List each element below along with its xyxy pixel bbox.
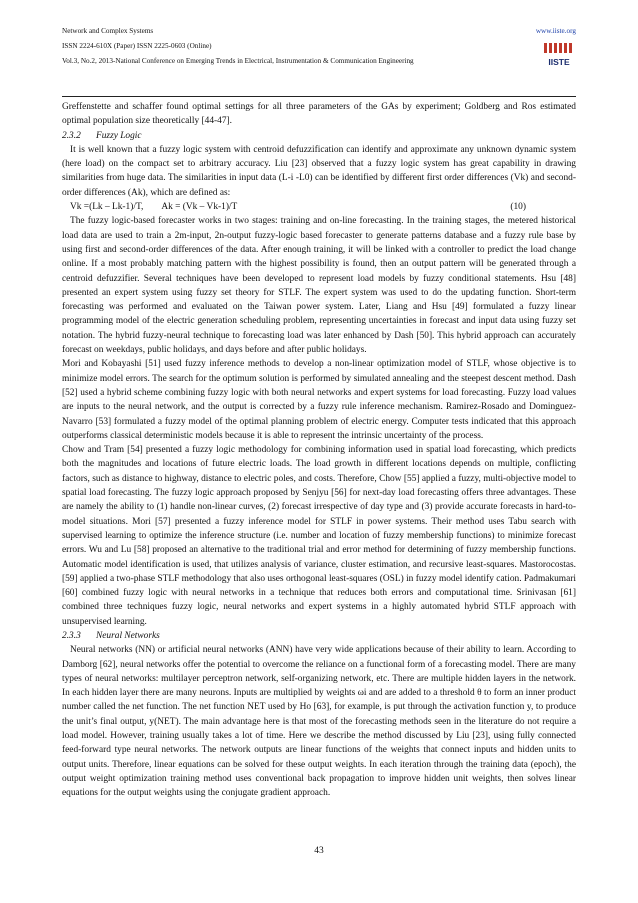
logo-text: IISTE bbox=[548, 57, 570, 67]
paragraph-fuzzy-3: Mori and Kobayashi [51] used fuzzy inference methods to develop a non-linear optimization model of STLF, whose objective is to minimize model errors. The search for the optimum solution is performed by simulated annealing and the steepest descent method. Dash [52] used a hybrid scheme combining fuzzy logic with both neural networks and expert systems for load forecasting. Fuzzy load values are inputs to the neural network, and the output is corrected by a fuzzy rule inference mechanism. Ramirez-Rosado and Dominguez-Navarro [53] formulated a fuzzy model of the optimal planning problem of electric energy. Computer tests indicated that this approach outperforms classical deterministic models because it is able to represent the intrinsic uncertainty of the process. bbox=[62, 359, 576, 441]
equation-number: (10) bbox=[510, 202, 526, 213]
iiste-logo bbox=[542, 40, 576, 70]
equation-10 bbox=[62, 200, 576, 214]
section-number: 2.3.3 bbox=[62, 630, 81, 641]
article-body bbox=[62, 100, 576, 801]
section-heading-neural-networks bbox=[62, 629, 576, 643]
paragraph-nn-1: Neural networks (NN) or artificial neural networks (ANN) have very wide applications because of their ability to learn. According to Damborg [62], neural networks offer the potential to overcome the reliance on a functional form of a forecasting model. There are many types of neural networks: multilayer perceptron network, self-organizing network, etc. There are multiple hidden layers in the network. In each hidden layer there are many neurons. Inputs are multiplied by weights ωi and are added to a threshold θ to form an inner product number called the net function. The net function NET used by Ho [63], for example, is put through the activation function y, to produce the unit’s final output, y(NET). The main advantage here is that most of the forecasting methods seen in the literature do not require a load model. However, training usually takes a lot of time. Here we describe the method discussed by Liu [23], using fully connected feed-forward type neural networks. The network outputs are linear functions of the weights that connect inputs and hidden units to output units. Therefore, linear equations can be solved for these output weights. In each iteration through the training data (epoch), the output weight optimization training method uses conventional back propagation to improve hidden unit weights, then solves linear equations for the output weights using the conjugate gradient approach. bbox=[62, 645, 576, 799]
paragraph-fuzzy-2: The fuzzy logic-based forecaster works in two stages: training and on-line forecasting. In the training stages, the metered historical load data are used to train a 2m-input, 2n-output fuzzy-logic based forecaster to generate patterns database and a fuzzy rule base by using first and second-order differences of the data. After enough training, it will be linked with a controller to predict the load change online. If a most probably matching pattern with the highest possibility is found, then an output pattern will be generated through a centroid defuzzifier. Several techniques have been developed to represent load models by fuzzy conditional statements. Hsu [48] presented an expert system using fuzzy set theory for STLF. The expert system was used to do the updating function. Short-term forecasting was performed and evaluated on the Taiwan power system. Later, Liang and Hsu [49] formulated a fuzzy linear programming model of the electric generation scheduling problem, representing uncertainties in forecast and input data using fuzzy set notation. The hybrid fuzzy-neural technique to forecasting load was later enhanced by Dash [50]. This hybrid approach can accurately forecast on weekdays, public holidays, and days before and after public holidays. bbox=[62, 216, 576, 356]
section-title: Neural Networks bbox=[96, 630, 160, 641]
page-number: 43 bbox=[314, 846, 324, 856]
issn-line: ISSN 2224-610X (Paper) ISSN 2225-0603 (Online) bbox=[62, 42, 212, 50]
section-number: 2.3.2 bbox=[62, 130, 81, 141]
volume-line: Vol.3, No.2, 2013-National Conference on Emerging Trends in Electrical, Instrumentation & Communication Engineering bbox=[62, 57, 414, 65]
paragraph-intro: Greffenstette and schaffer found optimal settings for all three parameters of the GAs by experiment; Goldberg and Ros estimated optimal population size theoretically [44-47]. bbox=[62, 102, 576, 127]
equation-acceleration: Ak = (Vk – Vk-1)/T bbox=[161, 202, 238, 213]
section-heading-fuzzy-logic bbox=[62, 129, 576, 143]
journal-name: Network and Complex Systems bbox=[62, 27, 154, 35]
section-title: Fuzzy Logic bbox=[96, 130, 142, 141]
paragraph-fuzzy-1: It is well known that a fuzzy logic system with centroid defuzzification can identify and approximate any unknown dynamic system (here load) on the compact set to arbitrary accuracy. Liu [23] observed that a fuzzy logic system has great capability in drawing similarities from huge data. The similarities in input data (L-i -L0) can be identified by different first order differences (Vk) and second-order differences (Ak), which are defined as: bbox=[62, 144, 576, 198]
journal-url-link[interactable]: www.iiste.org bbox=[535, 27, 576, 35]
header-divider bbox=[62, 96, 576, 97]
page-header bbox=[62, 24, 576, 69]
paragraph-fuzzy-4: Chow and Tram [54] presented a fuzzy logic methodology for combining information used in spatial load forecasting, which predicts both the magnitudes and locations of future electric loads. The load growth in different locations depends on multiple, conflicting factors, such as distance to highway, distance to electric poles, and costs. Therefore, Chow [55] applied a fuzzy, multi-objective model to spatial load forecasting. The fuzzy logic approach proposed by Senjyu [56] for next-day load forecasting offers three advantages. These are namely the ability to (1) handle non-linear curves, (2) forecast irrespective of day type and (3) provide accurate forecasts in hard-to-model situations. Mori [57] presented a fuzzy inference model for STLF in power systems. Their method uses Tabu search with supervised learning to optimize the inference structure (i.e. number and location of fuzzy membership functions) to minimize forecast errors. Wu and Lu [58] proposed an alternative to the traditional trial and error method for determining of fuzzy membership functions. Automatic model identification is used, that utilizes analysis of variance, cluster estimation, and recursive least-squares. Mastorocostas. [59] applied a two-phase STLF methodology that also uses orthogonal least-squares (OSL) in fuzzy model identify cation. Padmakumari [60] combined fuzzy logic with neural networks in a technique that reduces both errors and computational time. Srinivasan [61] combined three techniques fuzzy logic, neural networks and expert systems in a highly automated hybrid STLF approach with unsupervised learning. bbox=[62, 445, 576, 627]
equation-velocity: Vk =(Lk – Lk-1)/T, bbox=[70, 202, 144, 213]
